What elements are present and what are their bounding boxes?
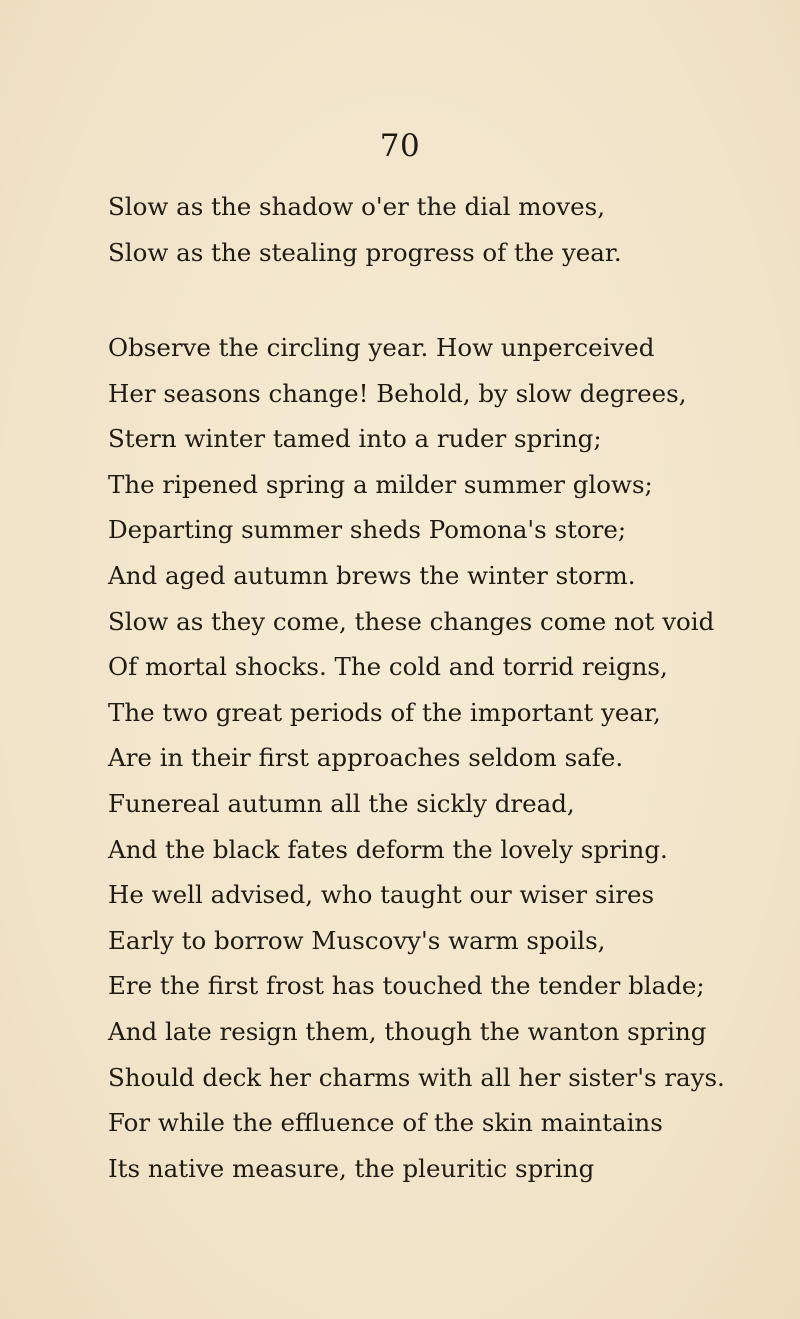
poem-line: Should deck her charms with all her sister's rays. (108, 1062, 725, 1092)
poem-line: Her seasons change! Behold, by slow degrees, (108, 378, 687, 408)
poem-line: And the black fates deform the lovely spring. (108, 834, 668, 864)
poem-line: And late resign them, though the wanton spring (108, 1016, 707, 1046)
poem-line: The two great periods of the important year, (108, 697, 661, 727)
poem-line: Its native measure, the pleuritic spring (108, 1153, 595, 1183)
stanza-1 (108, 184, 788, 275)
poem-line: Slow as they come, these changes come not void (108, 606, 715, 636)
poem-line: Departing summer sheds Pomona's store; (108, 515, 627, 545)
poem-line: Funereal autumn all the sickly dread, (108, 788, 575, 818)
poem-line: He well advised, who taught our wiser sires (108, 880, 655, 910)
poem-line: Of mortal shocks. The cold and torrid reigns, (108, 652, 668, 682)
stanza-2 (108, 325, 788, 1191)
poem-line: The ripened spring a milder summer glows; (108, 469, 653, 499)
poem-line: Observe the circling year. How unperceived (108, 333, 655, 362)
poem-line: Slow as the stealing progress of the year. (108, 237, 622, 267)
poem-line: Are in their first approaches seldom safe. (108, 743, 624, 773)
poem-line: Early to borrow Muscovy's warm spoils, (108, 925, 606, 955)
poem-line: Ere the first frost has touched the tender blade; (108, 971, 705, 1001)
poem-line: And aged autumn brews the winter storm. (108, 560, 636, 590)
poem-line: For while the effluence of the skin maintains (108, 1108, 663, 1138)
poem-line: Stern winter tamed into a ruder spring; (108, 424, 602, 454)
page-number: 70 (379, 128, 421, 164)
poem-line: Slow as the shadow o'er the dial moves, (108, 192, 605, 221)
